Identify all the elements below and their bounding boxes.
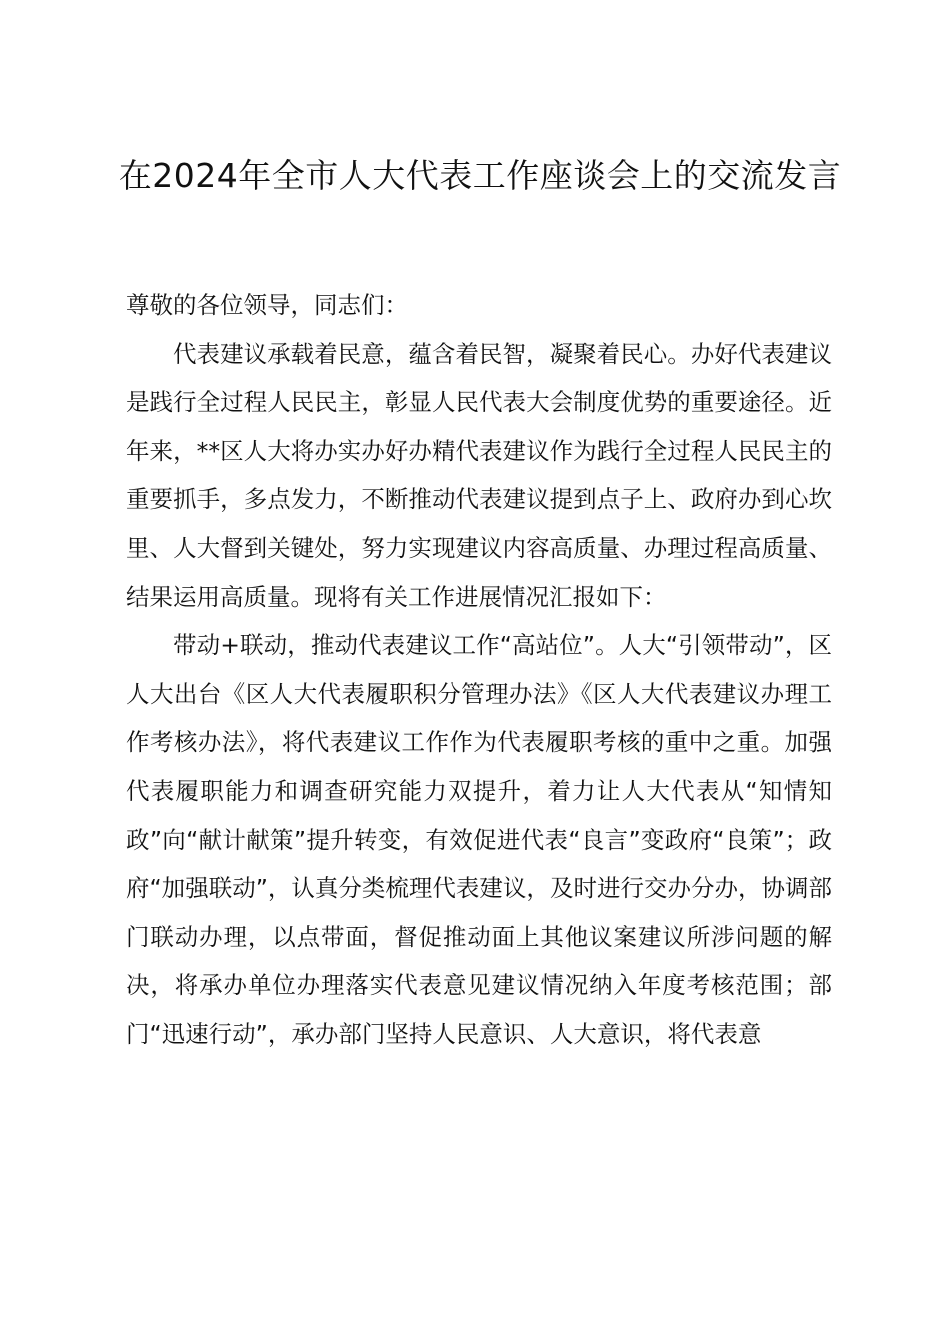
salutation: 尊敬的各位领导，同志们： — [126, 291, 408, 319]
paragraph-section-1: 带动+联动，推动代表建议工作“高站位”。人大“引领带动”，区人大出台《区人大代表履职积分管理办法》《区人大代表建议办理工作考核办法》，将代表建议工作作为代表履职考核的重中之重。加强代表履职能力和调查研究能力双提升，着力让人大代表从“知情知政”向“献计献策”提升转变，有效促进代表“良言”变政府“良策”；政府“加强联动”，认真分类梳理代表建议，及时进行交办分办，协调部门联动办理，以点带面，督促推动面上其他议案建议所涉问题的解决，将承办单位办理落实代表意见建议情况纳入年度考核范围；部门“迅速行动”，承办部门坚持人民意识、人大意识，将代表意 — [126, 631, 832, 1048]
document-body — [126, 281, 832, 1059]
document-title: 在2024年全市人大代表工作座谈会上的交流发言 — [118, 156, 842, 195]
paragraph-intro: 代表建议承载着民意，蕴含着民智，凝聚着民心。办好代表建议是践行全过程人民民主，彰显人民代表大会制度优势的重要途径。近年来，**区人大将办实办好办精代表建议作为践行全过程人民民主的重要抓手，多点发力，不断推动代表建议提到点子上、政府办到心坎里、人大督到关键处，努力实现建议内容高质量、办理过程高质量、结果运用高质量。现将有关工作进展情况汇报如下： — [126, 339, 832, 611]
